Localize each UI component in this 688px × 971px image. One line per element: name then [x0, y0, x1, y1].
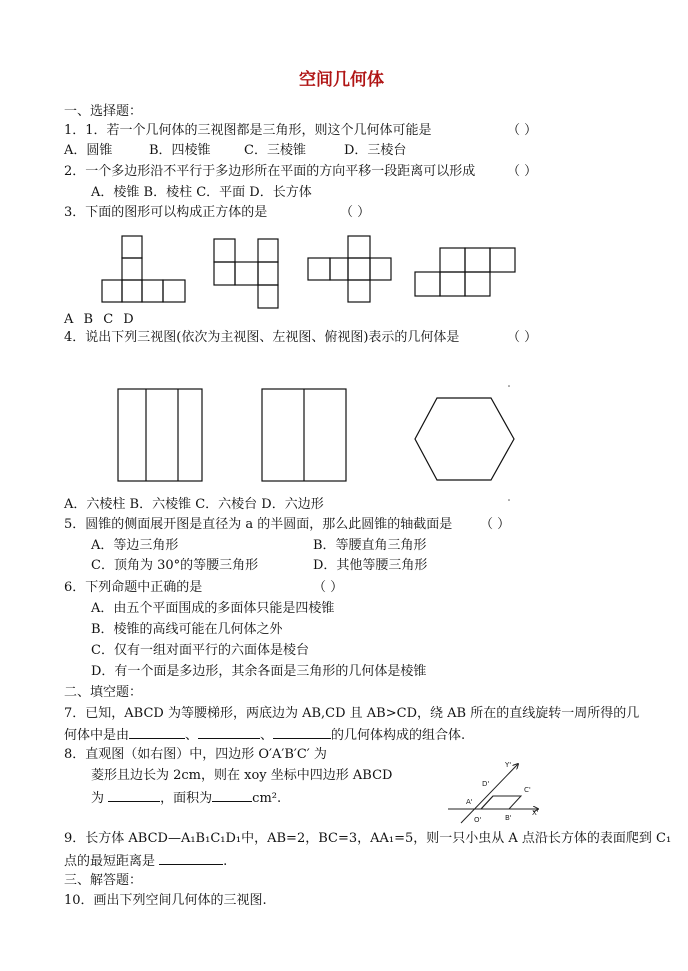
section-heading: 三、解答题：: [64, 873, 143, 888]
question-4-stem: 4．说出下列三视图(依次为主视图、左视图、俯视图)表示的几何体是: [64, 330, 460, 345]
answer-paren: （ ）: [507, 123, 538, 138]
page-title: 空间几何体: [299, 70, 384, 90]
section-heading: 二、填空题：: [64, 685, 143, 700]
question-8-line-1: 8．直观图（如右图）中，四边形 O′A′B′C′ 为: [64, 747, 327, 762]
option-c: C．仅有一组对面平行的六面体是棱台: [91, 643, 309, 658]
question-4-options: A．六棱柱 B．六棱锥 C．六棱台 D．六边形: [64, 497, 324, 512]
label-a: A': [466, 798, 473, 806]
q7-sep: 、: [185, 728, 199, 743]
q8-unit: cm².: [252, 791, 282, 806]
q8-text: ，面积为: [160, 791, 213, 806]
label-o: O': [474, 816, 482, 824]
label-y: Y': [505, 761, 512, 769]
question-5-stem: 5．圆锥的侧面展开图是直径为 a 的半圆面，那么此圆锥的轴截面是: [64, 517, 453, 532]
answer-paren: （ ）: [507, 164, 538, 179]
option-a: A．圆锥: [64, 143, 113, 158]
q9-end: .: [223, 854, 228, 869]
q7-text: 何体中是由: [64, 728, 130, 743]
question-2-options: A．棱锥 B．棱柱 C．平面 D．长方体: [91, 185, 312, 200]
question-10: 10．画出下列空间几何体的三视图.: [64, 893, 267, 908]
question-2-stem: 2．一个多边形沿不平行于多边形所在平面的方向平移一段距离可以形成: [64, 164, 476, 179]
label-d: D': [482, 780, 490, 788]
answer-paren: （ ）: [313, 580, 344, 595]
answer-blank[interactable]: [159, 852, 223, 865]
option-b: B．棱锥的高线可能在几何体之外: [91, 622, 283, 637]
question-1-stem: 1．1．若一个几何体的三视图都是三角形，则这个几何体可能是: [64, 123, 432, 138]
q9-text: 点的最短距离是: [64, 854, 156, 869]
option-a: A．等边三角形: [91, 538, 179, 553]
option-a: A．由五个平面围成的多面体只能是四棱锥: [91, 601, 335, 616]
option-d: D．其他等腰三角形: [313, 558, 428, 573]
q8-text: 为: [91, 791, 105, 806]
section-heading: 一、选择题：: [64, 104, 143, 119]
q7-sep: 、: [260, 728, 274, 743]
question-8-line-2: 菱形且边长为 2cm，则在 xoy 坐标中四边形 ABCD: [91, 768, 393, 783]
option-d: D．有一个面是多边形，其余各面是三角形的几何体是棱锥: [91, 664, 427, 679]
answer-paren: （ ）: [340, 205, 371, 220]
answer-paren: （ ）: [480, 517, 511, 532]
label-c: C': [524, 786, 531, 794]
option-b: B．四棱锥: [149, 143, 211, 158]
label-b: B': [505, 814, 512, 822]
question-3-stem: 3．下面的图形可以构成正方体的是: [64, 205, 268, 220]
q7-text: 的几何体构成的组合体.: [331, 728, 466, 743]
question-6-stem: 6．下列命题中正确的是: [64, 580, 203, 595]
answer-paren: （ ）: [507, 330, 538, 345]
option-c: C．三棱锥: [244, 143, 306, 158]
net-labels: A B C D: [64, 312, 134, 327]
option-b: B．等腰直角三角形: [313, 538, 427, 553]
question-9-line-1: 9．长方体 ABCD—A₁B₁C₁D₁中，AB=2，BC=3，AA₁=5，则一只小虫从 A 点沿长方体的表面爬到 C₁: [64, 831, 672, 846]
label-x: X': [532, 809, 539, 817]
option-d: D．三棱台: [344, 143, 407, 158]
question-7-line-1: 7．已知，ABCD 为等腰梯形，两底边为 AB,CD 且 AB>CD，绕 AB 所在的直线旋转一周所得的几: [64, 706, 640, 721]
option-c: C．顶角为 30°的等腰三角形: [91, 558, 259, 573]
question-9-line-2: [64, 852, 227, 870]
